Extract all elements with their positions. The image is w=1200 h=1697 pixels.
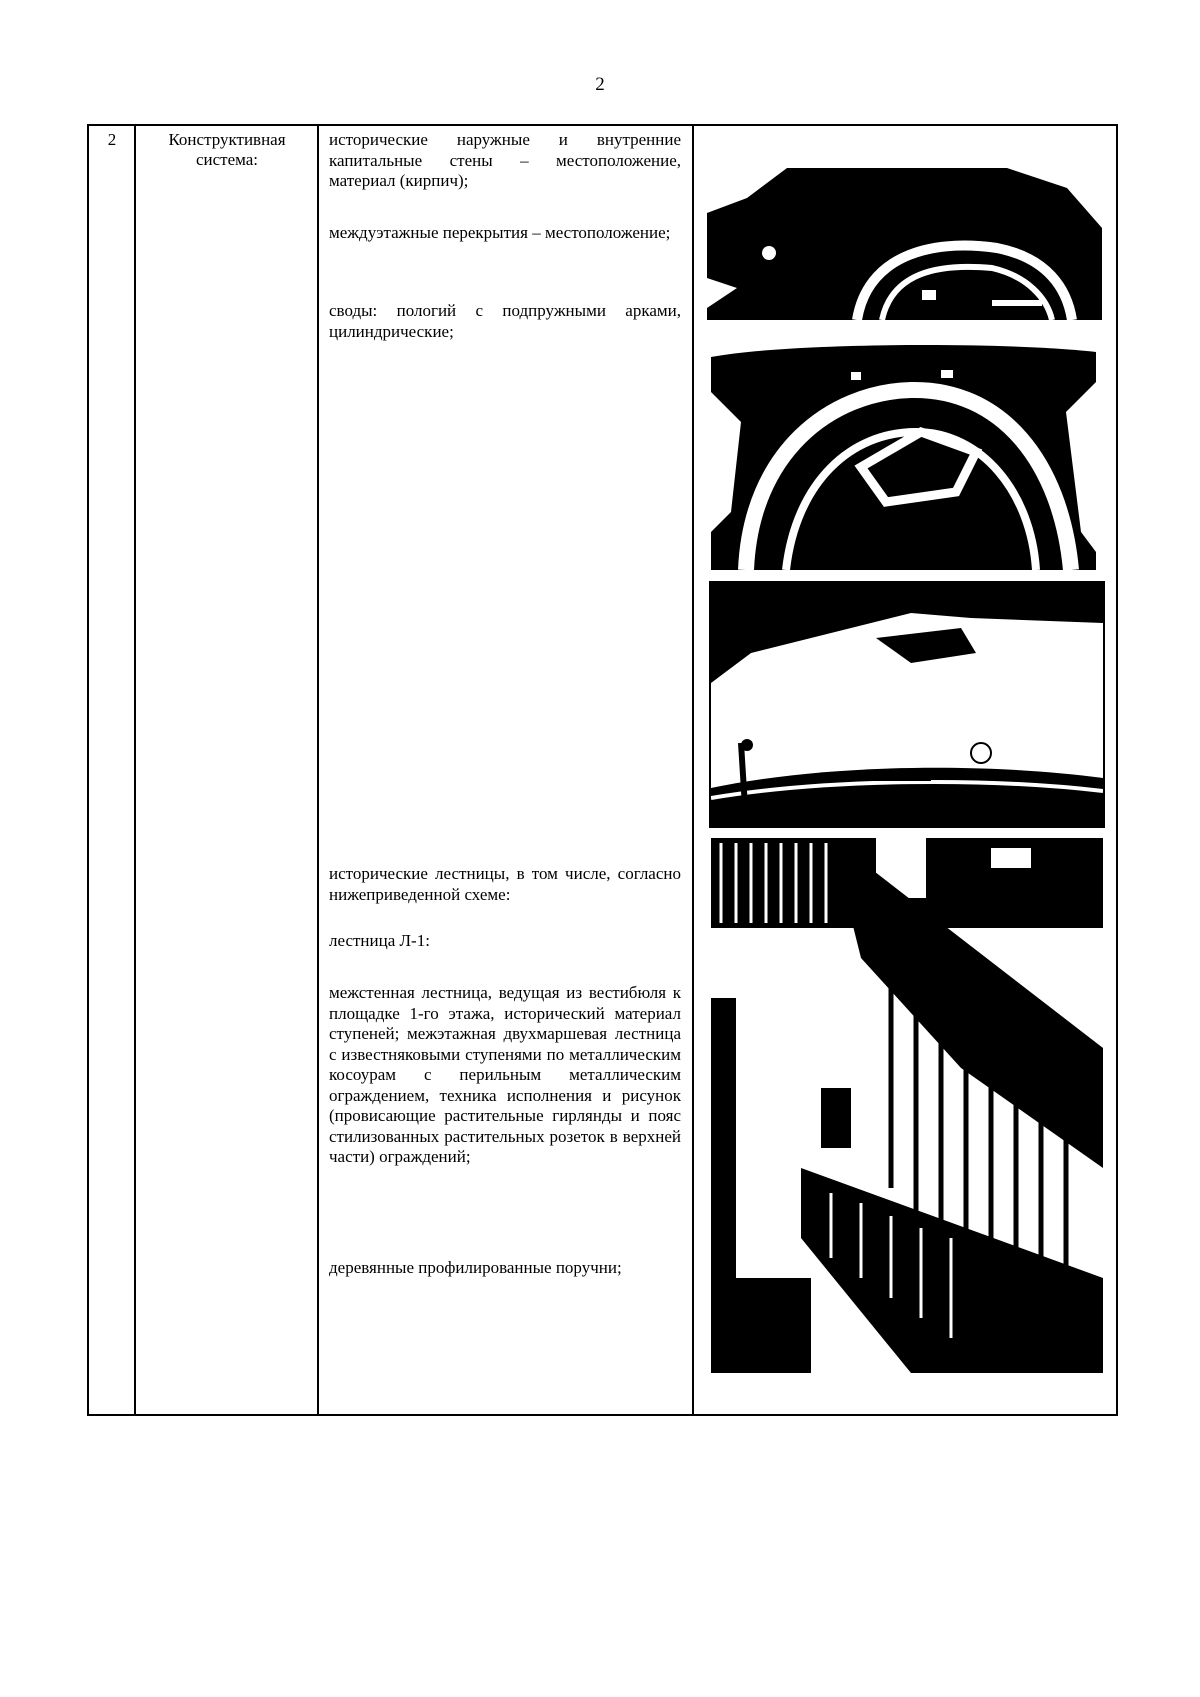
column-divider: [134, 126, 136, 1414]
item-handrails: деревянные профилированные поручни;: [329, 1258, 622, 1277]
photo-vault-ceiling-top: [707, 168, 1102, 320]
item-stair-description: межстенная лестница, ведущая из вестибюля к площадке 1-го этажа, исторический материал ступеней; межэтажная двухмаршевая лестница с известняковыми ступенями по металлическим косоурам с перильным металлическим ограждением, техника исполнения и рисунок (провисающие растительные гирлянды и пояс стилизованных растительных розеток в верхней части) ограждений;: [329, 983, 681, 1166]
column-divider: [317, 126, 319, 1414]
row-label: Конструктивная система:: [168, 130, 286, 169]
row-number: 2: [107, 130, 117, 149]
photo-ceiling-handrail: [709, 581, 1105, 828]
item-vaults: своды: пологий с подпружными арками, цилиндрические;: [329, 301, 681, 341]
item-stairs: исторические лестницы, в том числе, согласно нижеприведенной схеме:: [329, 864, 681, 904]
protected-items-table: [87, 124, 1118, 1416]
item-floors: междуэтажные перекрытия – местоположение;: [329, 223, 671, 242]
photo-staircase-l1: [711, 838, 1103, 1373]
column-divider: [692, 126, 694, 1414]
photo-vault-rosette: [711, 332, 1096, 570]
item-stair-l1: лестница Л-1:: [329, 931, 430, 950]
page-number: 2: [595, 74, 605, 95]
item-walls: исторические наружные и внутренние капитальные стены – местоположение, материал (кирпич);: [329, 130, 681, 190]
